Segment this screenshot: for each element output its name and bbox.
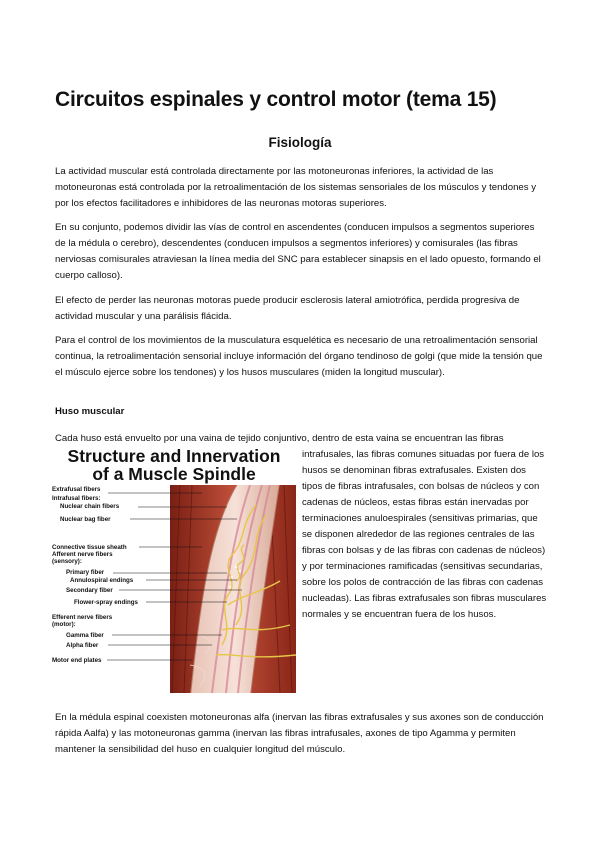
section-intro: Cada huso está envuelto por una vaina de tejido conjuntivo, dentro de esta vaina se encuentran las fibras xyxy=(55,433,504,444)
label-intrafusal-fibers: Intrafusal fibers: xyxy=(52,495,101,502)
label-efferent-nerve-fibers: Efferent nerve fibers xyxy=(52,614,113,621)
label-afferent-nerve-fibers: Afferent nerve fibers xyxy=(52,551,113,558)
label-afferent-sensory: (sensory): xyxy=(52,558,82,565)
paragraph-4: Para el control de los movimientos de la musculatura esquelética es necesario de una retroalimentación sensorial continua, la retroalimentación sensorial incluye información del órgano tendinoso de golgi (que mide la tensión que el músculo ejerce sobre los tendones) y los husos musculares (miden la longitud muscular). xyxy=(55,335,543,378)
label-connective-tissue-sheath: Connective tissue sheath xyxy=(52,544,127,551)
closing-paragraph: En la médula espinal coexisten motoneuronas alfa (inervan las fibras extrafusales y sus axones son de conducción rápida Aalfa) y las motoneuronas gamma (inervan las fibras intrafusales, axones de tipo Agamma y permiten mantener la sensibilidad del huso en cualquier longitud del músculo. xyxy=(55,712,544,755)
label-annulospiral-endings: Annulospiral endings xyxy=(70,577,134,584)
paragraph-2: En su conjunto, podemos dividir las vías de control en ascendentes (conducen impulsos a segmentos superiores de la médula o cerebro), descendentes (conducen impulsos a segmentos inferiores) y comisurales (las fibras nerviosas comisurales atraviesan la línea media del SNC para establecer sinapsis en el lado opuesto, formando el cuerpo calloso). xyxy=(55,222,541,281)
label-secondary-fiber: Secondary fiber xyxy=(66,587,113,594)
paragraph-1: La actividad muscular está controlada directamente por las motoneuronas inferiores, la actividad de las motoneuronas está controlada por la retroalimentación de los sistemas sensoriales de los músculos y tendones y por los efectos facilitadores e inhibidores de las neuronas motoras superiores. xyxy=(55,166,537,209)
paragraph-3: El efecto de perder las neuronas motoras puede producir esclerosis lateral amiotrófica, perdida progresiva de actividad muscular y una parálisis flácida. xyxy=(55,295,520,322)
document-title: Circuitos espinales y control motor (tema 15) xyxy=(55,88,497,111)
label-gamma-fiber: Gamma fiber xyxy=(66,632,104,639)
label-alpha-fiber: Alpha fiber xyxy=(66,642,99,649)
label-nuclear-chain-fibers: Nuclear chain fibers xyxy=(60,503,120,510)
label-nuclear-bag-fiber: Nuclear bag fiber xyxy=(60,516,111,523)
document-subtitle: Fisiología xyxy=(268,135,332,150)
muscle-spindle-figure xyxy=(52,445,296,695)
label-flower-spray-endings: Flower-spray endings xyxy=(74,599,138,606)
label-primary-fiber: Primary fiber xyxy=(66,569,105,576)
section-heading: Huso muscular xyxy=(55,406,125,417)
label-efferent-motor: (motor): xyxy=(52,621,76,628)
label-extrafusal-fibers: Extrafusal fibers xyxy=(52,486,101,493)
figure-title-line-1: Structure and Innervation xyxy=(67,446,281,466)
figure-title-line-2: of a Muscle Spindle xyxy=(92,464,256,484)
section-wrap-text: intrafusales, las fibras comunes situadas por fuera de los husos se denominan fibras extrafusales. Existen dos tipos de fibras intrafusales, con bolsas de núcleos y con cadenas de núcleos, estas fibras están inervadas por terminaciones anuloespirales (sensitivas primarias, que se disponen alrededor de las regiones centrales de las fibras con bolsas y de las fibras con cadenas de núcleos) y por terminaciones ramificadas (sensitivas secundarias, sobre los polos de contracción de las fibras con cadenas nucleadas). Las fibras extrafusales son fibras musculares normales y se encuentran fuera de los husos. xyxy=(302,449,547,620)
label-motor-end-plates: Motor end plates xyxy=(52,657,102,664)
